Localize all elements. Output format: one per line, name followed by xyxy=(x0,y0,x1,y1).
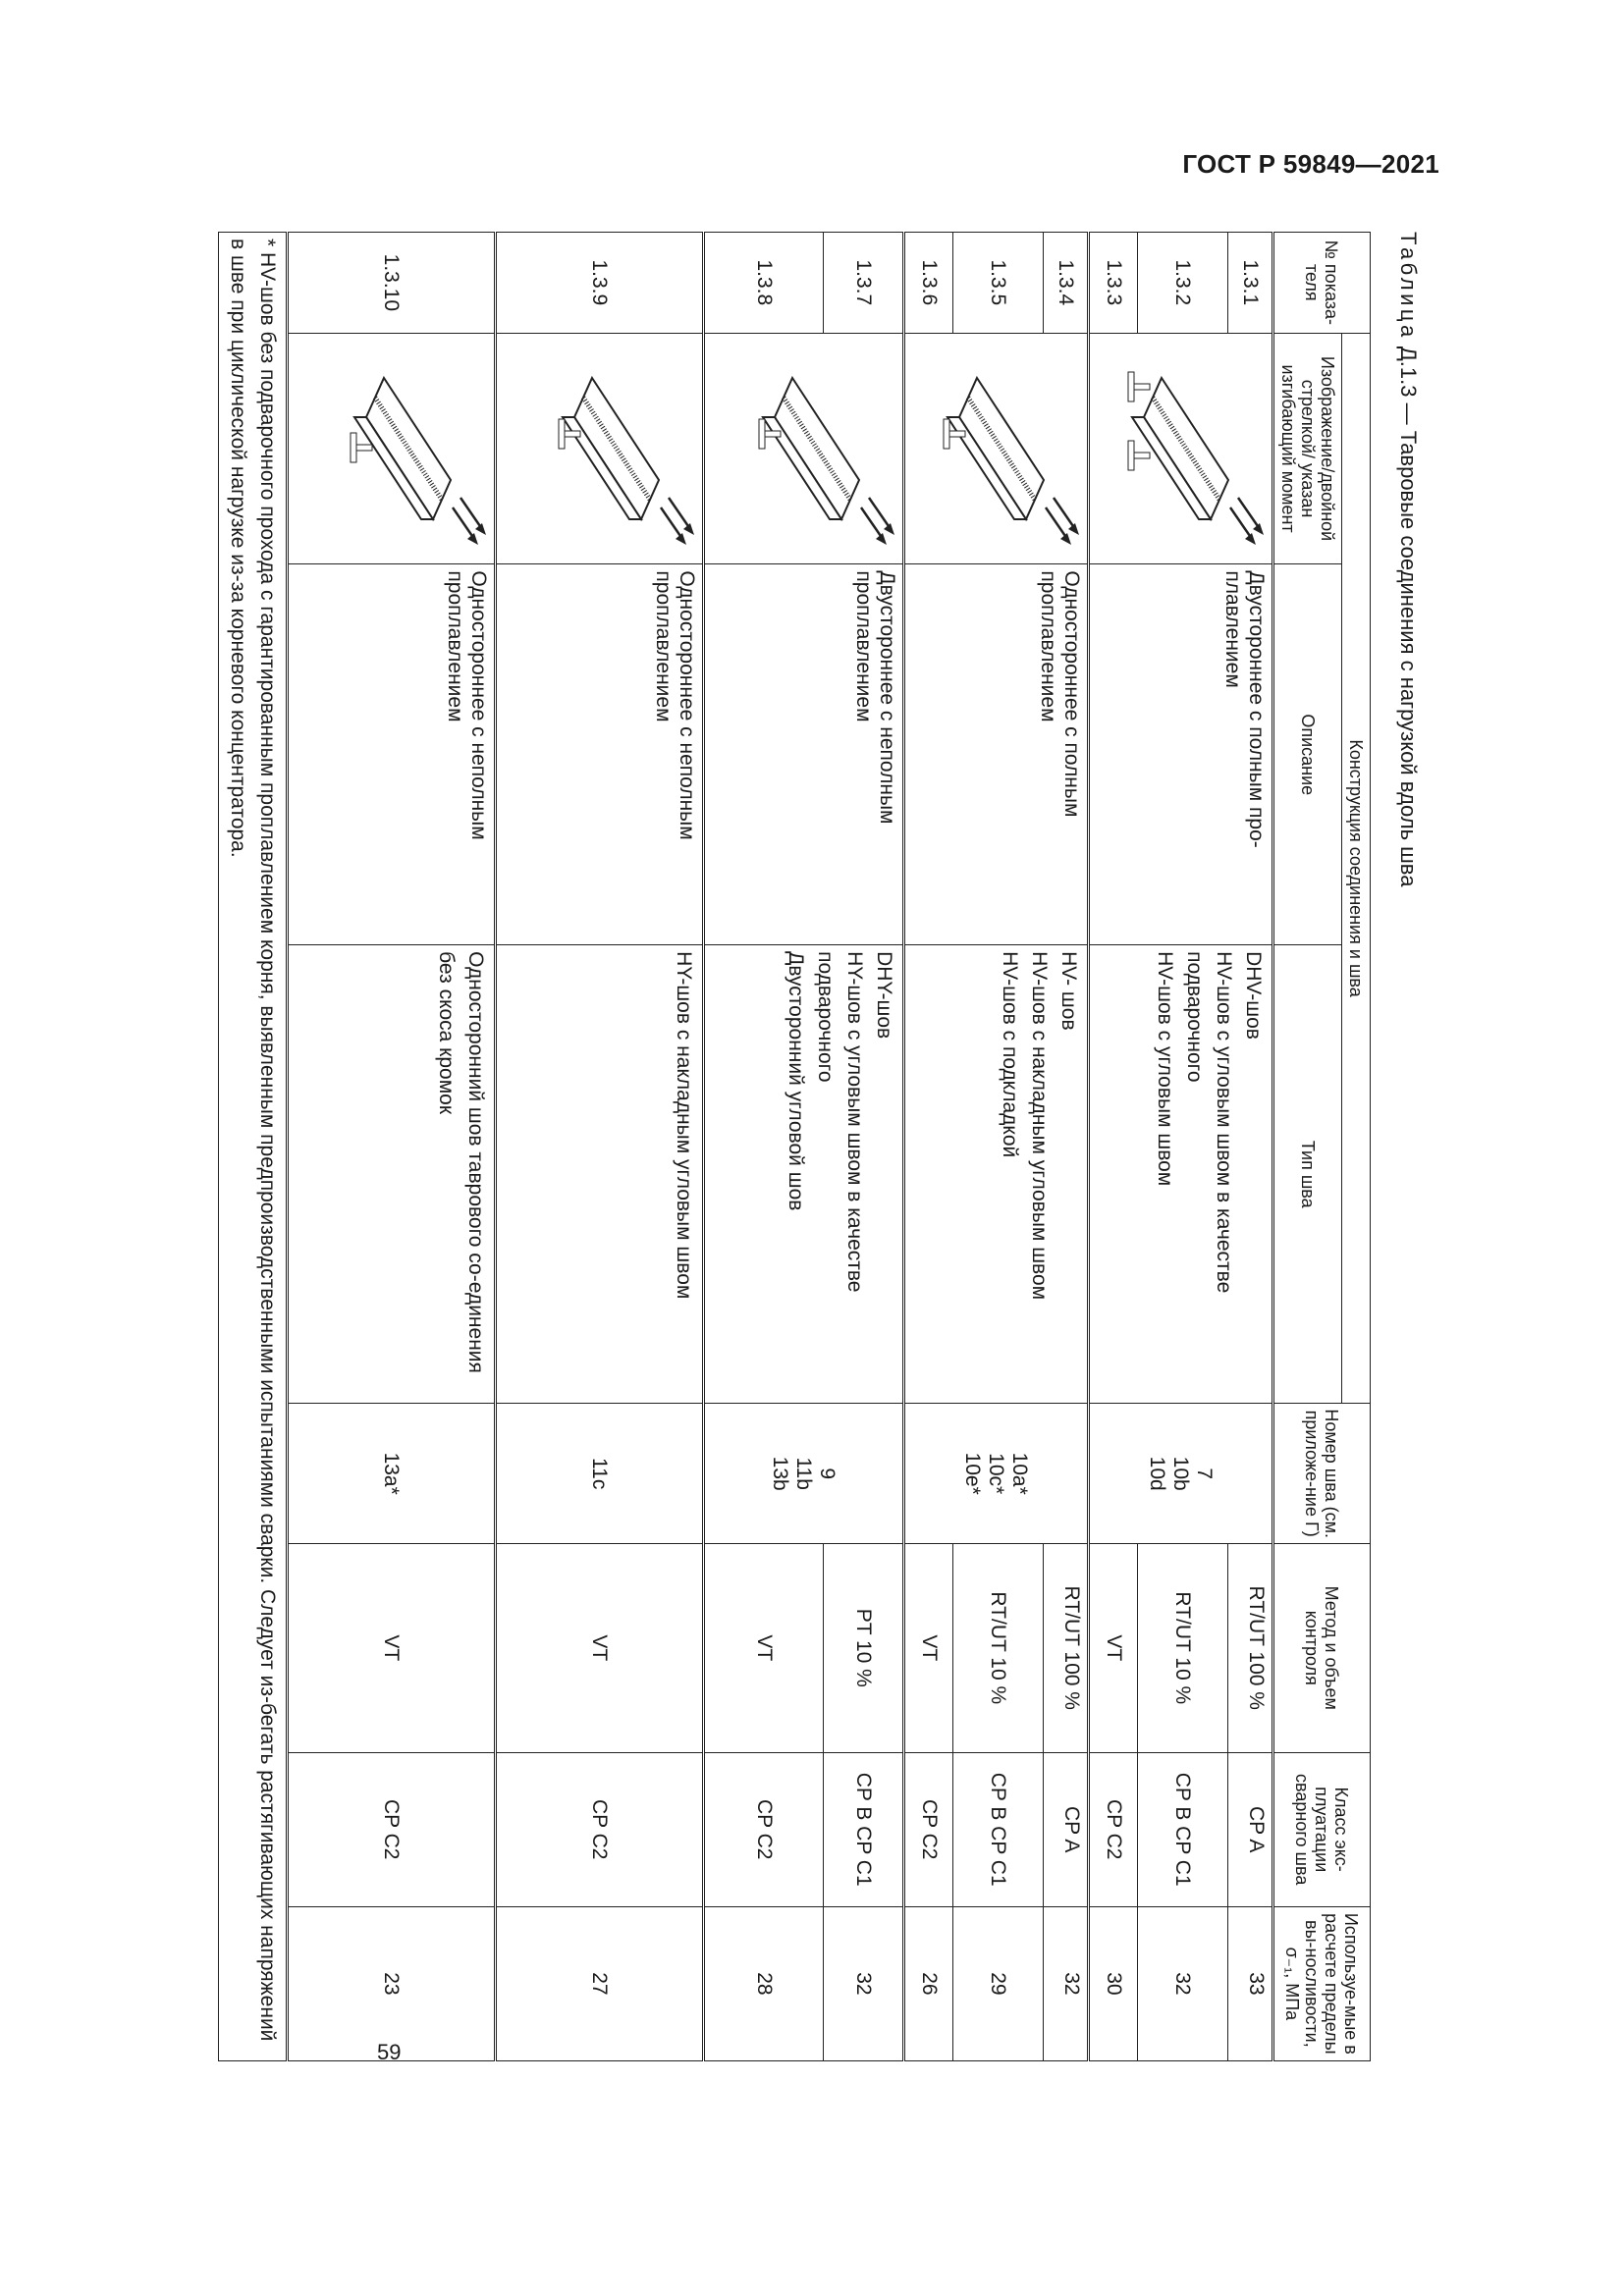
header-description: Описание xyxy=(1273,564,1342,945)
weld-number: 10a* xyxy=(1008,1452,1032,1495)
header-class: Класс экс-плуатации сварного шва xyxy=(1273,1752,1371,1906)
class-cell: CP C2 xyxy=(1089,1752,1138,1906)
header-endurance: Используе-мые в расчете пределы вы-носливости, σ₋₁, МПа xyxy=(1273,1906,1371,2060)
weld-type-line: HV- шов xyxy=(1057,951,1080,1031)
joint-image xyxy=(704,333,904,564)
class-cell: CP C2 xyxy=(288,1752,496,1906)
class-cell: CP B CP C1 xyxy=(824,1752,904,1906)
header-weld-type: Тип шва xyxy=(1273,945,1342,1404)
table-row xyxy=(496,233,704,2061)
header-image: Изображение/двойной стрелкой/ указан изгибающий момент xyxy=(1273,333,1342,564)
class-cell: CP B CP C1 xyxy=(1138,1752,1228,1906)
method-cell: PT 10 % xyxy=(824,1543,904,1752)
weld-number: 13b xyxy=(769,1456,792,1491)
weld-number-cell xyxy=(496,1404,704,1543)
endurance-cell: 32 xyxy=(1138,1906,1228,2060)
weld-number-cell xyxy=(288,1404,496,1543)
weld-number: 9 xyxy=(816,1468,839,1480)
header-construction: Конструкция соединения и шва xyxy=(1342,333,1371,1404)
caption-label: Таблица xyxy=(1396,232,1421,341)
class-cell: CP C2 xyxy=(496,1752,704,1906)
weld-type-cell xyxy=(704,945,904,1404)
weld-type-line: Двусторонний угловой шов xyxy=(785,951,807,1211)
row-number: 1.3.5 xyxy=(953,233,1044,334)
weld-type-line: HV-шов с угловым швом xyxy=(1154,951,1176,1187)
method-cell: RT/UT 100 % xyxy=(1228,1543,1273,1752)
endurance-cell: 32 xyxy=(824,1906,904,2060)
class-cell: CP A xyxy=(1044,1752,1089,1906)
joint-image xyxy=(904,333,1089,564)
method-cell: RT/UT 10 % xyxy=(953,1543,1044,1752)
rotated-table-area xyxy=(108,232,1428,2063)
method-cell: VT xyxy=(288,1543,496,1752)
endurance-cell: 26 xyxy=(904,1906,953,2060)
method-cell: VT xyxy=(704,1543,824,1752)
row-number: 1.3.9 xyxy=(496,233,704,334)
joint-image xyxy=(496,333,704,564)
tee-joint-weld-icon xyxy=(936,350,1083,547)
row-number: 1.3.2 xyxy=(1138,233,1228,334)
method-cell: VT xyxy=(496,1543,704,1752)
tee-joint-weld-icon xyxy=(1120,350,1268,547)
caption-text: Д.1.3 — Тавровые соединения с нагрузкой вдоль шва xyxy=(1396,346,1421,887)
document-code: ГОСТ Р 59849—2021 xyxy=(1182,149,1439,179)
method-cell: RT/UT 100 % xyxy=(1044,1543,1089,1752)
endurance-cell: 30 xyxy=(1089,1906,1138,2060)
weld-number-cell xyxy=(1089,1404,1273,1543)
weld-number: 10e* xyxy=(961,1452,985,1495)
weld-type-cell xyxy=(1089,945,1273,1404)
weld-type-line: DHY-шов xyxy=(873,951,895,1040)
weld-type-line: HV-шов с угловым швом в качестве подварочного xyxy=(1183,951,1235,1294)
description-cell: Одностороннее с неполным проплавлением xyxy=(288,564,496,945)
method-cell: VT xyxy=(904,1543,953,1752)
description-cell: Двустороннее с неполным проплавлением xyxy=(704,564,904,945)
description-cell: Двустороннее с полным про-плавлением xyxy=(1089,564,1273,945)
class-cell: CP C2 xyxy=(904,1752,953,1906)
weld-type-line: HV-шов с накладным угловым швом xyxy=(1028,951,1051,1301)
header-number: № показа-теля xyxy=(1273,233,1371,334)
endurance-cell: 27 xyxy=(496,1906,704,2060)
weld-type-cell xyxy=(904,945,1089,1404)
row-number: 1.3.6 xyxy=(904,233,953,334)
row-number: 1.3.4 xyxy=(1044,233,1089,334)
table-footnote: * HV-шов без подварочного прохода с гарантированным проплавлением корня, выявленным предпроизводственными испытаниями сварки. Следует из-бегать растягивающих напряжений в шве при циклической нагрузке из-за корневого концентратора. xyxy=(219,233,288,2061)
tee-joint-weld-icon xyxy=(343,350,490,547)
weld-table xyxy=(218,232,1371,2061)
footnote-row xyxy=(219,233,288,2061)
weld-number: 11b xyxy=(792,1457,816,1490)
row-number: 1.3.10 xyxy=(288,233,496,334)
header-weld-number: Номер шва (см. приложе-ние Г) xyxy=(1273,1404,1371,1543)
row-number: 1.3.3 xyxy=(1089,233,1138,334)
method-cell: RT/UT 10 % xyxy=(1138,1543,1228,1752)
table-row xyxy=(288,233,496,2061)
page-number: 59 xyxy=(377,2040,402,2064)
weld-number: 10d xyxy=(1146,1456,1169,1491)
table-caption xyxy=(1388,232,1428,886)
weld-number-cell xyxy=(704,1404,904,1543)
endurance-cell: 32 xyxy=(1044,1906,1089,2060)
tee-joint-weld-icon xyxy=(551,350,698,547)
endurance-cell: 33 xyxy=(1228,1906,1273,2060)
weld-type-cell xyxy=(496,945,704,1404)
weld-type-line: HY-шов с накладным угловым швом xyxy=(673,951,695,1300)
header-method: Метод и объем контроля xyxy=(1273,1543,1371,1752)
table-row xyxy=(1228,233,1273,2061)
weld-number: 10b xyxy=(1169,1456,1193,1491)
weld-type-cell xyxy=(288,945,496,1404)
endurance-cell: 28 xyxy=(704,1906,824,2060)
weld-number-cell xyxy=(904,1404,1089,1543)
tee-joint-weld-icon xyxy=(751,350,898,547)
weld-number: 7 xyxy=(1193,1468,1217,1480)
table-row xyxy=(1044,233,1089,2061)
endurance-cell: 29 xyxy=(953,1906,1044,2060)
weld-number: 11c xyxy=(588,1458,612,1490)
weld-type-line: DHV-шов xyxy=(1242,951,1265,1040)
weld-type-line: HY-шов с угловым швом в качестве подварочного xyxy=(814,951,866,1293)
joint-image xyxy=(1089,333,1273,564)
row-number: 1.3.7 xyxy=(824,233,904,334)
weld-number: 10c* xyxy=(985,1453,1008,1495)
weld-type-line: Односторонний шов таврового со-единения без скоса кромок xyxy=(435,951,487,1373)
weld-number: 13a* xyxy=(380,1452,404,1495)
class-cell: CP A xyxy=(1228,1752,1273,1906)
description-cell: Одностороннее с полным проплавлением xyxy=(904,564,1089,945)
joint-image xyxy=(288,333,496,564)
class-cell: CP C2 xyxy=(704,1752,824,1906)
endurance-cell: 23 xyxy=(288,1906,496,2060)
class-cell: CP B CP C1 xyxy=(953,1752,1044,1906)
method-cell: VT xyxy=(1089,1543,1138,1752)
weld-type-line: HV-шов с подкладкой xyxy=(999,951,1021,1158)
row-number: 1.3.1 xyxy=(1228,233,1273,334)
table-row xyxy=(824,233,904,2061)
description-cell: Одностороннее с неполным проплавлением xyxy=(496,564,704,945)
row-number: 1.3.8 xyxy=(704,233,824,334)
